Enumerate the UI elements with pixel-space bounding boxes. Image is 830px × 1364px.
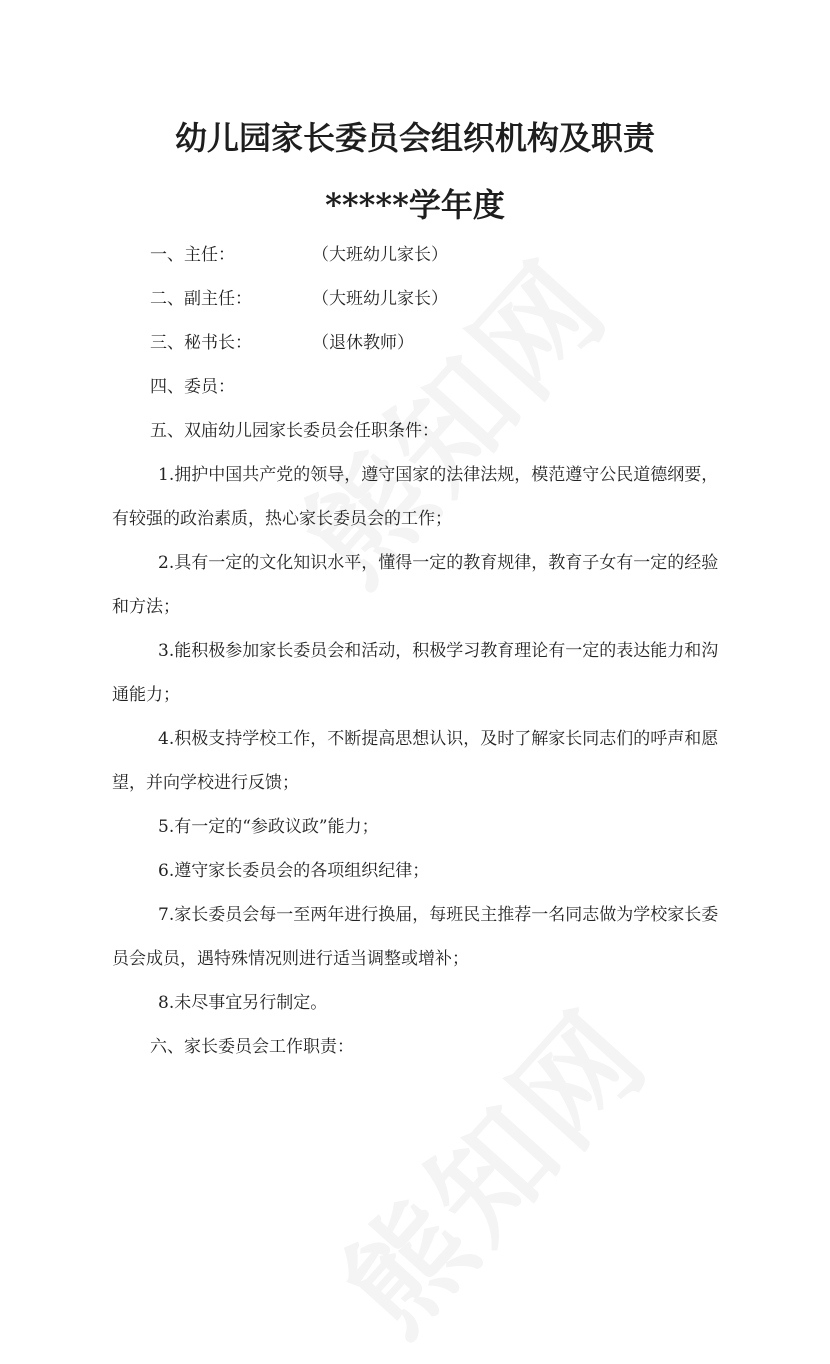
officer-label: 一、主任：: [150, 245, 235, 265]
condition-line: 7.家长委员会每一至两年进行换届，每班民主推荐一名同志做为学校家长委: [158, 905, 719, 925]
condition-line: 有较强的政治素质，热心家长委员会的工作；: [112, 509, 452, 529]
condition-line: 6.遵守家长委员会的各项组织纪律；: [158, 861, 430, 881]
watermark: [299, 968, 680, 1364]
officer-label: 三、秘书长：: [150, 333, 252, 353]
officer-label: 四、委员：: [150, 377, 235, 397]
condition-line: 4.积极支持学校工作，不断提高思想认识，及时了解家长同志们的呼声和愿: [158, 729, 719, 749]
officer-vice-chair: [150, 287, 252, 311]
officer-members: [150, 375, 235, 399]
section-heading: 五、双庙幼儿园家长委员会任职条件：: [150, 421, 439, 441]
condition-line: 2.具有一定的文化知识水平，懂得一定的教育规律，教育子女有一定的经验: [158, 553, 719, 573]
officer-secretary: [150, 331, 252, 355]
condition-line: 和方法；: [112, 597, 180, 617]
document-subtitle: *****学年度: [325, 186, 505, 224]
officer-note: （退休教师）: [312, 333, 414, 353]
condition-line: 5.有一定的“参政议政”能力；: [158, 817, 379, 837]
condition-line: 3.能积极参加家长委员会和活动，积极学习教育理论有一定的表达能力和沟: [158, 641, 719, 661]
condition-line: 望，并向学校进行反馈；: [112, 773, 299, 793]
condition-line: 8.未尽事宜另行制定。: [158, 993, 328, 1013]
officer-note: （大班幼儿家长）: [312, 245, 448, 265]
condition-line: 1.拥护中国共产党的领导，遵守国家的法律法规，模范遵守公民道德纲要，: [158, 465, 719, 485]
officer-chair: [150, 243, 235, 267]
officer-note: （大班幼儿家长）: [312, 289, 448, 309]
section-heading: 六、家长委员会工作职责：: [150, 1037, 354, 1057]
condition-line: 员会成员，遇特殊情况则进行适当调整或增补；: [112, 949, 469, 969]
condition-line: 通能力；: [112, 685, 180, 705]
officer-label: 二、副主任：: [150, 289, 252, 309]
document-title: 幼儿园家长委员会组织机构及职责: [174, 119, 655, 157]
